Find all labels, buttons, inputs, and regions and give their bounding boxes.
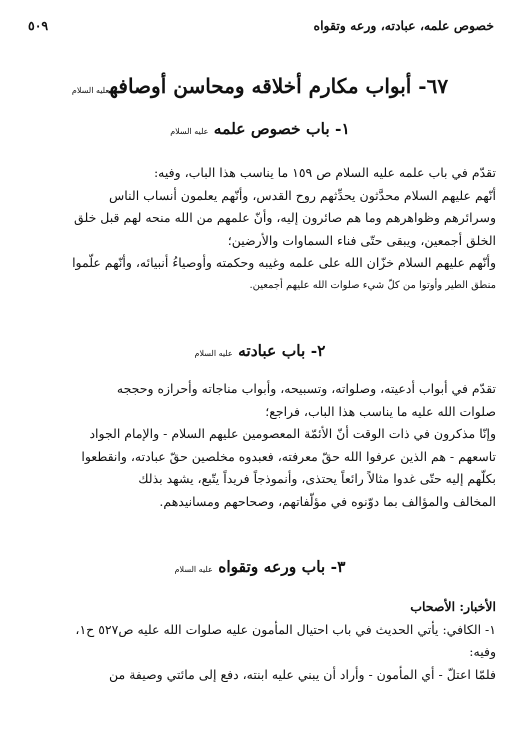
paragraph-line: تقدّم في أبواب أدعيته، وصلواته، وتسبيحه، وأبواب مناجاته وأحرازه وحججه bbox=[116, 381, 496, 396]
paragraph-line: وإنّا مذكرون في ذات الوقت أنّ الأئمّة المعصومين عليهم السلام - والإمام الجواد bbox=[89, 426, 496, 441]
paragraph-line: منطق الطير وأوتوا من كلّ شيء صلوات الله عليهم أجمعين. bbox=[249, 279, 496, 291]
chapter-title bbox=[20, 72, 500, 105]
section-honorific: عليه السلام bbox=[174, 565, 213, 574]
paragraph-line: وفيه: bbox=[469, 644, 496, 659]
paragraph-line: أنّهم عليهم السلام محدَّثون يحدِّثهم روح القدس، وأنّهم يعلمون أنساب الناس bbox=[109, 187, 496, 203]
paragraph-line: الخلق أجمعين، ويبقى حتّى فناء السماوات والأرضين؛ bbox=[227, 232, 496, 248]
section-piety-body bbox=[30, 596, 496, 686]
section-heading-worship bbox=[20, 340, 500, 365]
paragraph-line: تاسعهم - هم الذين عرفوا الله حقّ معرفته، فعبدوه مخلصين حقّ عبادته، وانقطعوا bbox=[81, 448, 496, 464]
section-knowledge-body bbox=[30, 162, 496, 297]
paragraph-line: تقدّم في باب علمه عليه السلام ص ١٥٩ ما يناسب هذا الباب، وفيه: bbox=[153, 165, 496, 180]
section-heading-text: ٢- باب عبادته bbox=[238, 341, 326, 360]
running-head-title: خصوص علمه، عبادته، ورعه وتقواه bbox=[313, 17, 494, 33]
section-honorific: عليه السلام bbox=[170, 127, 209, 136]
section-heading-text: ١- باب خصوص علمه bbox=[213, 119, 350, 138]
section-honorific: عليه السلام bbox=[194, 349, 233, 358]
paragraph-line: المخالف والمؤالف بما دوّنوه في مؤلّفاتهم، وصحاحهم ومسانيدهم. bbox=[159, 493, 496, 509]
section-heading-knowledge bbox=[20, 118, 500, 143]
section-worship-body bbox=[30, 378, 496, 513]
section-heading-piety bbox=[20, 556, 500, 581]
paragraph-line: بكلّهم إليه حتّى غدوا مثالاً رائعاً يحتذى، وأنموذجاً فريداً يتّبع، يشهد بذلك bbox=[138, 471, 496, 486]
chapter-honorific: عليه السلام bbox=[71, 86, 110, 95]
paragraph-line: وأنّهم عليهم السلام خزّان الله على علمه وغيبه وحكمته وأوصياءُ أنبيائه، وأنّهم علّموا bbox=[72, 255, 496, 270]
paragraph-line: ١- الكافي: يأتي الحديث في باب احتيال المأمون عليه صلوات الله عليه ص٥٢٧ ح١، bbox=[75, 621, 496, 637]
paragraph-line: وسرائرهم وظواهرهم وما هم صائرون إليه، وأنّ علمهم من الله منحه لهم قبل خلق bbox=[74, 210, 496, 225]
paragraph-line: صلوات الله عليه ما يناسب هذا الباب، فراجع؛ bbox=[265, 403, 496, 419]
running-head bbox=[28, 14, 494, 36]
chapter-title-text: ٦٧- أبواب مكارم أخلاقه ومحاسن أوصافه bbox=[109, 74, 449, 98]
paragraph-line: فلمّا اعتلّ - أي المأمون - وأراد أن يبني عليه ابنته، دفع إلى مائتي وصيفة من bbox=[109, 666, 496, 682]
section-heading-text: ٣- باب ورعه وتقواه bbox=[218, 557, 346, 576]
paragraph-line: الأخبار: الأصحاب bbox=[410, 599, 496, 614]
page-number: ٥٠٩ bbox=[28, 17, 49, 33]
